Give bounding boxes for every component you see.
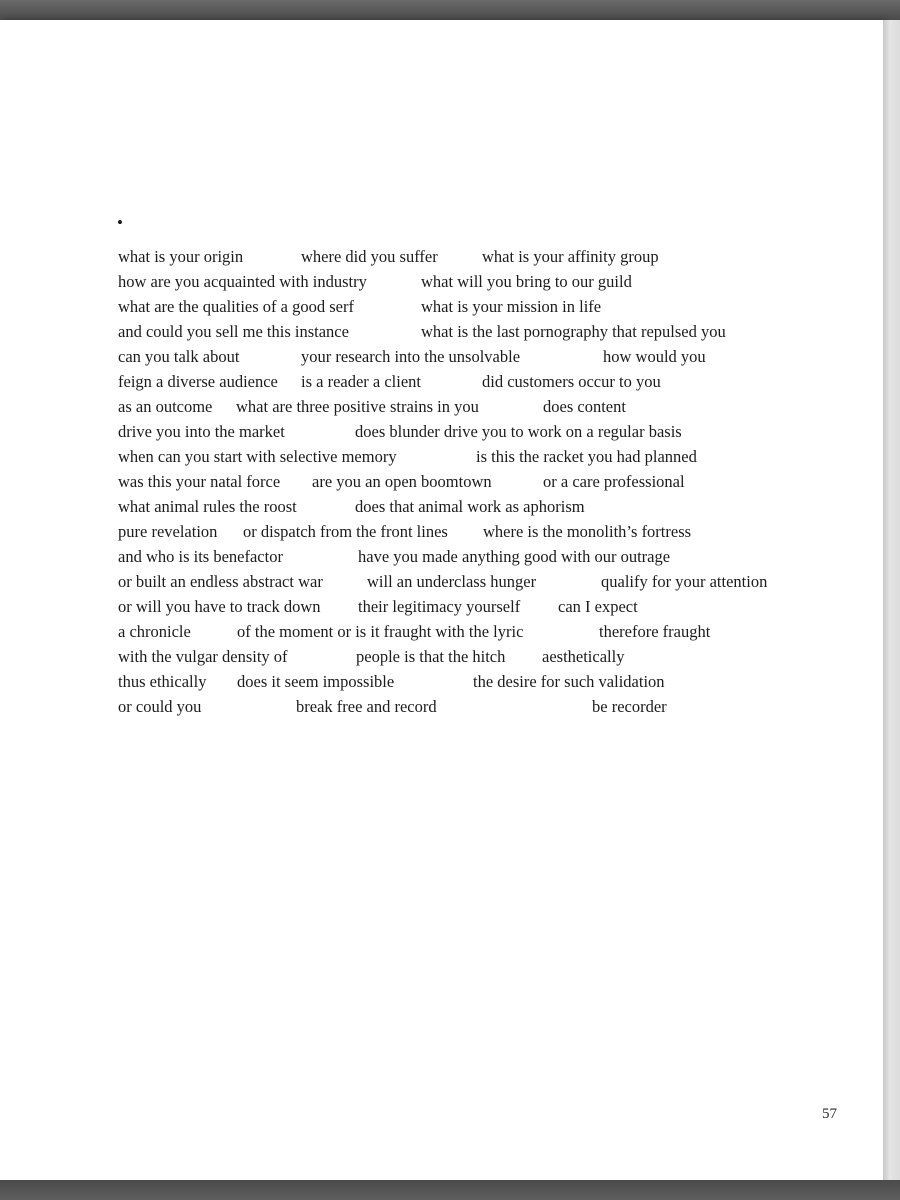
poem-phrase: does content: [543, 397, 626, 416]
poem-phrase: of the moment or is it fraught with the lyric: [237, 622, 524, 641]
poem-line: [0, 697, 883, 722]
poem-phrase: therefore fraught: [599, 622, 711, 641]
poem-line: [0, 672, 883, 697]
page-edge-shadow: [883, 20, 900, 1180]
poem-line: [0, 547, 883, 572]
poem-line: [0, 447, 883, 472]
poem-line: [0, 372, 883, 397]
poem-phrase: be recorder: [592, 697, 667, 716]
poem-phrase: with the vulgar density of: [118, 647, 288, 666]
poem-phrase: people is that the hitch: [356, 647, 506, 666]
poem-phrase: or could you: [118, 697, 202, 716]
poem-phrase: what is your affinity group: [482, 247, 659, 266]
poem-phrase: qualify for your attention: [601, 572, 768, 591]
poem-phrase: what are three positive strains in you: [236, 397, 479, 416]
poem-phrase: will an underclass hunger: [367, 572, 537, 591]
poem-phrase: or dispatch from the front lines: [243, 522, 448, 541]
poem-phrase: what are the qualities of a good serf: [118, 297, 354, 316]
poem-phrase: what is the last pornography that repulsed you: [421, 322, 726, 341]
poem-phrase: when can you start with selective memory: [118, 447, 397, 466]
poem-phrase: thus ethically: [118, 672, 207, 691]
poem-phrase: was this your natal force: [118, 472, 281, 491]
poem-phrase: can I expect: [558, 597, 638, 616]
poem-line: [0, 522, 883, 547]
poem-phrase: is a reader a client: [301, 372, 422, 391]
poem-phrase: aesthetically: [542, 647, 625, 666]
poem-phrase: pure revelation: [118, 522, 218, 541]
poem-line: [0, 272, 883, 297]
poem-line: [0, 322, 883, 347]
poem-phrase: as an outcome: [118, 397, 213, 416]
poem-phrase: where is the monolith’s fortress: [483, 522, 692, 541]
poem-phrase: and who is its benefactor: [118, 547, 283, 566]
page-number: 57: [822, 1106, 837, 1122]
poem-phrase: can you talk about: [118, 347, 240, 366]
poem-phrase: have you made anything good with our outrage: [358, 547, 671, 566]
poem-line: [0, 472, 883, 497]
poem-phrase: what is your mission in life: [421, 297, 602, 316]
poem-phrase: a chronicle: [118, 622, 191, 641]
viewer-bottom-bar: [0, 1180, 900, 1200]
poem-phrase: how would you: [603, 347, 706, 366]
poem-line: [0, 572, 883, 597]
poem-line: [0, 347, 883, 372]
section-bullet: •: [117, 213, 123, 232]
poem-phrase: does it seem impossible: [237, 672, 395, 691]
poem-phrase: and could you sell me this instance: [118, 322, 349, 341]
poem-line: [0, 647, 883, 672]
poem-phrase: drive you into the market: [118, 422, 285, 441]
poem-phrase: break free and record: [296, 697, 437, 716]
poem-phrase: what will you bring to our guild: [421, 272, 632, 291]
poem-phrase: is this the racket you had planned: [476, 447, 697, 466]
poem-phrase: where did you suffer: [301, 247, 438, 266]
poem-phrase: are you an open boomtown: [312, 472, 492, 491]
poem-line: [0, 622, 883, 647]
poem-phrase: does that animal work as aphorism: [355, 497, 585, 516]
poem-phrase: or will you have to track down: [118, 597, 321, 616]
poem-phrase: how are you acquainted with industry: [118, 272, 367, 291]
poem-phrase: did customers occur to you: [482, 372, 661, 391]
poem-line: [0, 247, 883, 272]
poem-line: [0, 497, 883, 522]
poem-phrase: what is your origin: [118, 247, 244, 266]
poem-line: [0, 397, 883, 422]
viewer-top-bar: [0, 0, 900, 20]
poem-phrase: your research into the unsolvable: [301, 347, 521, 366]
poem-line: [0, 597, 883, 622]
document-page: [0, 20, 883, 1180]
poem-line: [0, 422, 883, 447]
poem-phrase: what animal rules the roost: [118, 497, 297, 516]
poem-phrase: or a care professional: [543, 472, 685, 491]
poem-phrase: or built an endless abstract war: [118, 572, 323, 591]
poem-phrase: feign a diverse audience: [118, 372, 278, 391]
poem-phrase: the desire for such validation: [473, 672, 665, 691]
poem-phrase: their legitimacy yourself: [358, 597, 521, 616]
poem-line: [0, 297, 883, 322]
poem-phrase: does blunder drive you to work on a regular basis: [355, 422, 682, 441]
